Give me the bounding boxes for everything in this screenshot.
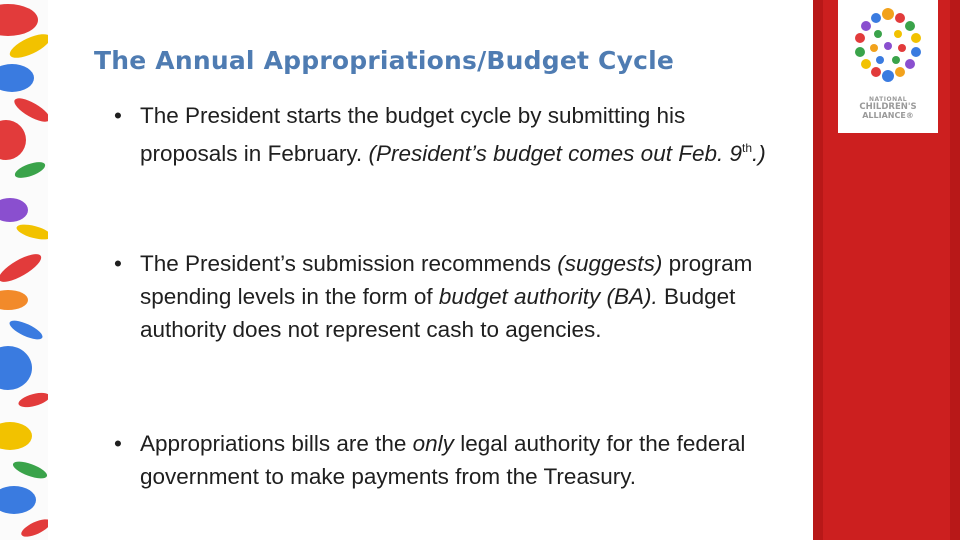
bullet-text-part: legal authority for the federal government to make payments from the Treasury.	[140, 431, 746, 489]
bullet-text-part: The President’s submission recommends	[140, 251, 558, 276]
bullet-italic-text: .)	[752, 141, 766, 166]
bullet-item-2	[114, 247, 774, 346]
bullet-dot-icon: •	[114, 251, 122, 276]
bullet-text	[114, 427, 774, 493]
bullet-italic-text: (President’s budget comes out Feb. 9	[368, 141, 742, 166]
right-red-panel	[813, 0, 960, 540]
organization-logo	[838, 0, 938, 133]
bullet-italic-text: only	[412, 431, 454, 456]
painted-hands-image	[0, 0, 48, 540]
bullet-text-part: program spending levels in the form of	[140, 251, 753, 309]
logo-hands-icon	[838, 0, 938, 95]
bullet-text-part: Budget authority does not represent cash to agencies.	[140, 284, 736, 342]
logo-line-national: NATIONAL	[868, 96, 908, 103]
logo-line-childrens: CHILDREN'S	[859, 102, 917, 113]
bullet-text-part: Appropriations bills are the	[140, 431, 413, 456]
bullet-text	[114, 99, 774, 170]
bullet-text-part: The President starts the budget cycle by submitting his proposals in February.	[140, 103, 686, 166]
bullet-text	[114, 247, 774, 346]
bullet-italic-text: budget authority (BA).	[438, 284, 658, 309]
bullet-italic-text: (suggests)	[557, 251, 663, 276]
bullet-superscript: th	[742, 141, 753, 155]
logo-line-alliance: ALLIANCE®	[862, 111, 914, 121]
slide-title: The Annual Appropriations/Budget Cycle	[94, 46, 675, 75]
bullet-dot-icon: •	[114, 103, 122, 128]
bullet-dot-icon: •	[114, 431, 122, 456]
logo-text	[838, 97, 938, 121]
bullet-item-3	[114, 427, 774, 493]
bullet-item-1	[114, 99, 774, 170]
decorative-hands-strip	[0, 0, 48, 540]
